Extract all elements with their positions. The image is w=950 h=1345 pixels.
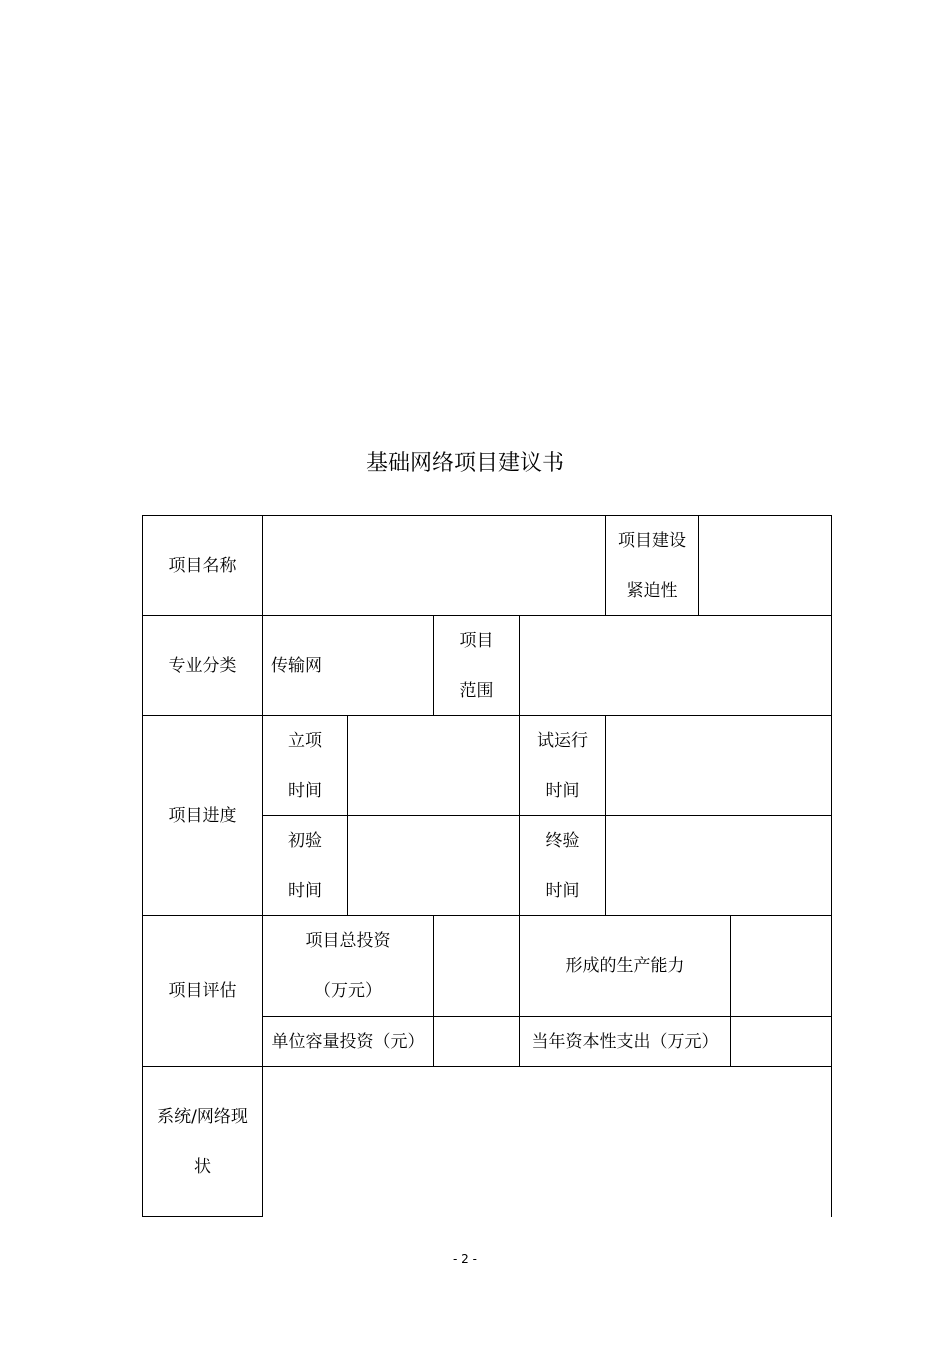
page-number: - 2 - [453,1252,477,1266]
urgency-value[interactable] [699,516,831,615]
approval-time-label [263,716,347,815]
total-invest-label-line1: 项目总投资 [305,931,391,951]
unit-invest-label-text: 单位容量投资（元） [271,1031,425,1052]
capacity-label-text: 形成的生产能力 [565,956,685,976]
capex-label [520,1017,730,1066]
trial-run-time-label [520,716,605,815]
trial-run-time-value[interactable] [606,716,831,815]
final-check-label-line2: 时间 [545,880,580,901]
initial-check-label-line2: 时间 [288,880,322,901]
final-check-time-value[interactable] [606,816,831,915]
production-capacity-value[interactable] [731,916,831,1016]
category-value-text: 传输网 [271,655,322,676]
scope-label [434,616,519,715]
initial-check-label-line1: 初验 [288,830,322,851]
progress-label [143,716,262,915]
urgency-label-line1: 项目建设 [618,530,686,551]
approval-label-line1: 立项 [288,730,322,751]
capex-value[interactable] [731,1017,831,1066]
project-name-label-text: 项目名称 [168,555,237,576]
status-label-line1: 系统/网络现 [157,1106,248,1127]
category-label-text: 专业分类 [168,655,237,676]
category-value[interactable] [263,616,433,715]
table-border-right [831,515,832,1217]
document-title: 基础网络项目建议书 [365,451,564,476]
evaluation-label-text: 项目评估 [168,981,237,1001]
category-label [143,616,262,715]
trial-label-line1: 试运行 [537,730,588,751]
trial-label-line2: 时间 [545,780,580,801]
approval-label-line2: 时间 [288,780,322,801]
urgency-label [606,516,698,615]
final-check-time-label [520,816,605,915]
network-status-value[interactable] [263,1067,831,1216]
production-capacity-label [520,916,730,1016]
total-investment-label [263,916,433,1016]
project-name-value[interactable] [263,516,605,615]
evaluation-label [143,916,262,1066]
urgency-label-line2: 紧迫性 [626,580,678,601]
unit-investment-label [263,1017,433,1066]
progress-label-text: 项目进度 [168,805,237,826]
network-status-label [143,1067,262,1216]
capex-label-text: 当年资本性支出（万元） [531,1031,719,1052]
unit-investment-value[interactable] [434,1017,519,1066]
initial-check-time-label [263,816,347,915]
initial-check-time-value[interactable] [348,816,519,915]
project-name-label [143,516,262,615]
table-border-bottom [142,1216,263,1217]
total-investment-value[interactable] [434,916,519,1016]
status-label-line2: 状 [194,1156,211,1177]
scope-label-line2: 范围 [459,680,494,701]
approval-time-value[interactable] [348,716,519,815]
scope-value[interactable] [520,616,831,715]
total-invest-label-line2: （万元） [314,981,382,1001]
final-check-label-line1: 终验 [545,830,580,851]
scope-label-line1: 项目 [459,630,494,651]
